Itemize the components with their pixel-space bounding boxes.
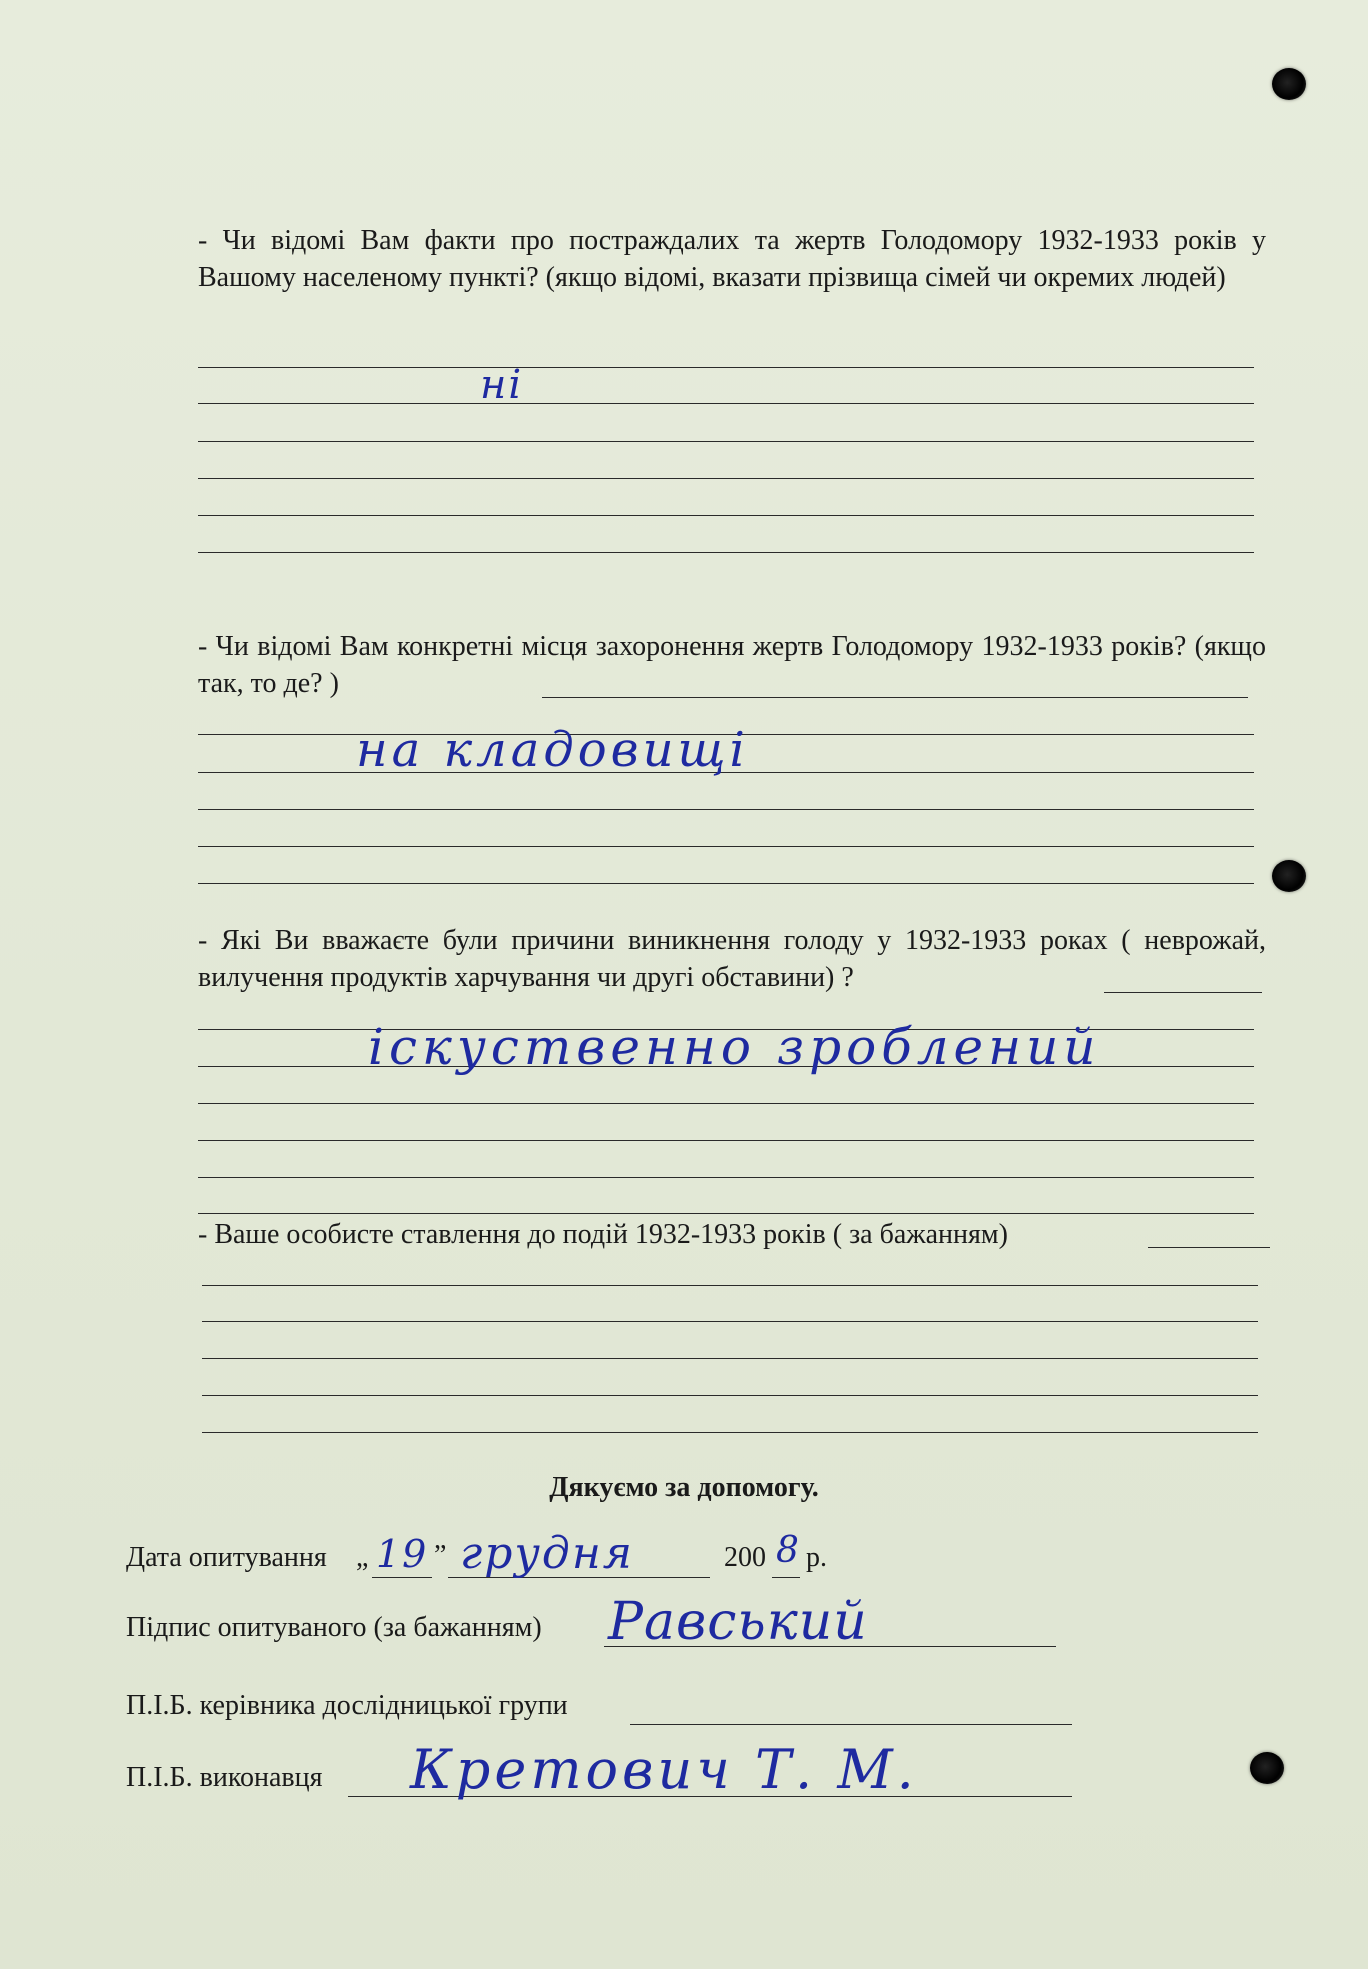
answer-line (198, 883, 1254, 884)
answer-line (198, 1177, 1254, 1178)
question-4 (198, 1216, 1198, 1253)
answer-line (202, 1321, 1258, 1322)
punch-hole-middle (1272, 860, 1306, 892)
answer-line (198, 809, 1254, 810)
signature-value: Равський (608, 1592, 868, 1652)
answer-line (202, 1432, 1258, 1433)
leader-line (630, 1724, 1072, 1725)
date-day-value: 19 (376, 1532, 429, 1576)
year-digit: 8 (776, 1530, 801, 1571)
question-2-text: - Чи відомі Вам конкретні місця захоронення жертв Голодомору 1932-1933 років? (якщо так, то де? ) (198, 631, 1266, 699)
question-4-text: - Ваше особисте ставлення до подій 1932-1933 років ( за бажанням) (198, 1219, 1008, 1250)
answer-line (198, 478, 1254, 479)
punch-hole-top (1272, 68, 1306, 100)
question-3-text: - Які Ви вважаєте були причини виникнення голоду у 1932-1933 роках ( неврожай, вилучення продуктів харчування чи другі обставини) ? (198, 925, 1266, 993)
year-line (772, 1577, 800, 1578)
date-open-quote: „ (356, 1542, 369, 1573)
answer-line (1148, 1247, 1270, 1248)
date-label: Дата опитування (126, 1542, 327, 1573)
answer-line (198, 403, 1254, 404)
answer-line (1104, 992, 1262, 993)
question-3 (198, 922, 1266, 996)
executor-label: П.І.Б. виконавця (126, 1762, 323, 1793)
leader-row (126, 1690, 568, 1722)
punch-hole-bottom (1250, 1752, 1284, 1784)
answer-line (198, 441, 1254, 442)
answer-line (198, 1213, 1254, 1214)
answer-line (198, 367, 1254, 368)
question-1-answer: ні (480, 362, 524, 408)
executor-value: Кретович Т. М. (410, 1738, 918, 1801)
answer-line (198, 552, 1254, 553)
question-2-answer: на кладовищі (356, 722, 749, 778)
thanks-text: Дякуємо за допомогу. (549, 1472, 819, 1503)
date-close-quote: ” (434, 1540, 447, 1571)
executor-row (126, 1762, 323, 1794)
answer-line (198, 1140, 1254, 1141)
signature-row (126, 1612, 542, 1644)
year-prefix: 200 (724, 1542, 766, 1573)
answer-line (202, 1395, 1258, 1396)
answer-line (198, 515, 1254, 516)
answer-line (202, 1358, 1258, 1359)
date-row (126, 1542, 327, 1574)
question-1 (198, 222, 1266, 296)
answer-line (198, 1103, 1254, 1104)
answer-line (542, 697, 1248, 698)
leader-label: П.І.Б. керівника дослідницької групи (126, 1690, 568, 1721)
year-suffix: р. (806, 1542, 827, 1573)
date-month-value: грудня (460, 1528, 634, 1579)
answer-line (202, 1285, 1258, 1286)
question-1-text: - Чи відомі Вам факти про постраждалих та жертв Голодомору 1932-1933 років у Вашому населеному пункті? (якщо відомі, вказати прізвища сімей чи окремих людей) (198, 225, 1266, 293)
signature-label: Підпис опитуваного (за бажанням) (126, 1612, 542, 1643)
question-2 (198, 628, 1266, 702)
date-day-line (372, 1577, 432, 1578)
question-3-answer: іскуственно зроблений (368, 1018, 1101, 1076)
answer-line (198, 846, 1254, 847)
